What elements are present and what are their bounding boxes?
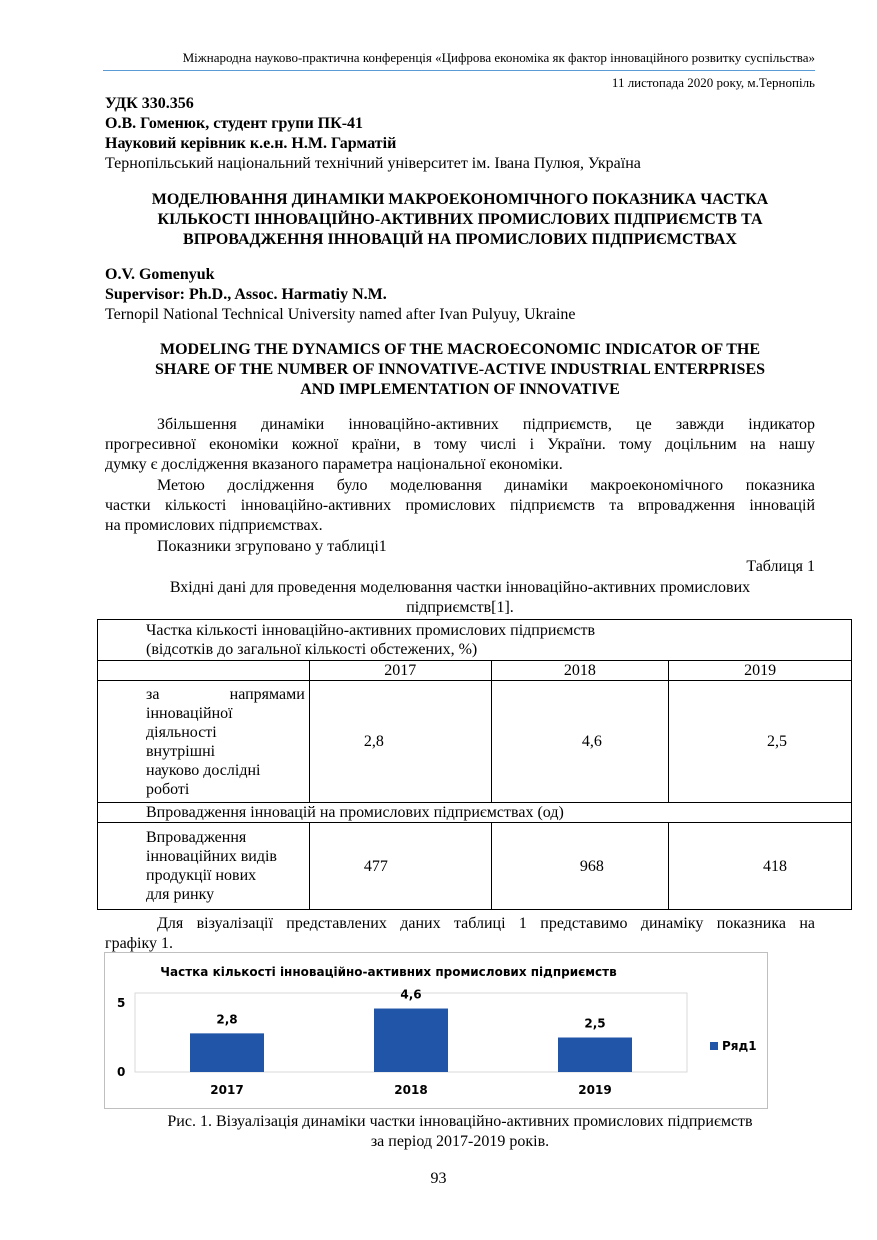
- value-cell: 4,6: [491, 681, 669, 803]
- title-ua-line-2: КІЛЬКОСТІ ІННОВАЦІЙНО-АКТИВНИХ ПРОМИСЛОВИХ ПІДПРИЄМСТВ ТА: [157, 211, 763, 228]
- value-cell: 2,8: [309, 681, 491, 803]
- bar: [558, 1038, 632, 1073]
- affiliation-ua: Тернопільський національний технічний університет ім. Івана Пулюя, Україна: [105, 155, 641, 172]
- table-section-header: [98, 803, 852, 823]
- title-en-line-2: SHARE OF THE NUMBER OF INNOVATIVE-ACTIVE INDUSTRIAL ENTERPRISES: [154, 361, 766, 378]
- table-corner-cell: [98, 661, 310, 681]
- paragraph-1-line-2: прогресивної економіки кожної країни, в тому числі і України. тому доцільним на нашу: [105, 436, 815, 453]
- bar: [374, 1009, 448, 1072]
- y-tick-label: 0: [117, 1065, 126, 1079]
- title-en-line-3: AND IMPLEMENTATION OF INNOVATIVE: [300, 381, 620, 398]
- figure-caption-line-1: Рис. 1. Візуалізація динаміки частки інноваційно-активних промислових підприємств: [167, 1113, 753, 1130]
- paragraph-2-line-3: на промислових підприємствах.: [105, 517, 323, 534]
- data-label: 2,5: [584, 1016, 606, 1031]
- table-label: Таблиця 1: [746, 558, 815, 575]
- paragraph-1-line-1: Збільшення динаміки інноваційно-активних підприємств, це завжди індикатор: [157, 416, 815, 433]
- title-ua-line-1: МОДЕЛЮВАННЯ ДИНАМІКИ МАКРОЕКОНОМІЧНОГО ПОКАЗНИКА ЧАСТКА: [151, 191, 769, 208]
- year-cell: 2017: [309, 661, 491, 681]
- title-en-line-1: MODELING THE DYNAMICS OF THE MACROECONOMIC INDICATOR OF THE: [159, 341, 761, 358]
- table-caption-line-2: підприємств[1].: [406, 599, 514, 616]
- paragraph-1-line-3: думку є дослідження вказаного параметра національної економіки.: [105, 456, 563, 473]
- author-ua: О.В. Гоменюк, студент групи ПК-41: [105, 115, 364, 132]
- section1-line-2: (відсотків до загальної кількості обстежених, %): [146, 641, 478, 658]
- page-number: 93: [430, 1170, 447, 1187]
- paragraph-4-line-2: графіку 1.: [105, 935, 174, 952]
- value-cell: 2,5: [669, 681, 852, 803]
- paragraph-2-line-2: частки кількості інноваційно-активних промислових підприємств та впровадження інновацій: [105, 497, 815, 514]
- table-row: [98, 681, 852, 803]
- legend-label: Ряд1: [722, 1039, 757, 1053]
- table-row: [98, 823, 852, 910]
- y-tick-label: 5: [117, 996, 126, 1010]
- chart-title: Частка кількості інноваційно-активних промислових підприємств: [160, 965, 617, 979]
- title-ua-line-3: ВПРОВАДЖЕННЯ ІННОВАЦІЙ НА ПРОМИСЛОВИХ ПІДПРИЄМСТВАХ: [183, 231, 737, 248]
- value-cell: 477: [309, 823, 491, 910]
- affiliation-en: Ternopil National Technical University named after Ivan Pulyuy, Ukraine: [105, 306, 576, 323]
- running-header-conference: Міжнародна науково-практична конференція «Цифрова економіка як фактор інноваційного розвитку суспільства»: [182, 50, 815, 65]
- x-tick-label: 2018: [394, 1083, 428, 1097]
- year-cell: 2019: [669, 661, 852, 681]
- section2-cell: Впровадження інновацій на промислових підприємствах (од): [98, 803, 852, 823]
- value-cell: 418: [669, 823, 852, 910]
- data-label: 4,6: [400, 987, 422, 1002]
- table-caption-line-1: Вхідні дані для проведення моделювання частки інноваційно-активних промислових: [169, 579, 751, 596]
- supervisor-ua: Науковий керівник к.е.н. Н.М. Гарматій: [105, 135, 397, 152]
- row2-label-cell: Впровадження інноваційних видів продукції нових для ринку: [98, 823, 310, 910]
- year-cell: 2018: [491, 661, 669, 681]
- data-table: [97, 619, 852, 910]
- x-tick-label: 2017: [210, 1083, 244, 1097]
- table-section-header: [98, 620, 852, 661]
- bar-chart: [104, 952, 768, 1109]
- paragraph-3: Показники згруповано у таблиці1: [157, 538, 387, 555]
- section1-line-1: Частка кількості інноваційно-активних промислових підприємств: [146, 622, 596, 639]
- value-cell: 968: [491, 823, 669, 910]
- supervisor-en: Supervisor: Ph.D., Assoc. Harmatiy N.M.: [105, 286, 387, 303]
- running-header-date: 11 листопада 2020 року, м.Тернопіль: [611, 75, 815, 90]
- data-label: 2,8: [216, 1012, 238, 1027]
- x-tick-label: 2019: [578, 1083, 612, 1097]
- figure-caption-line-2: за період 2017-2019 років.: [370, 1133, 550, 1150]
- udc-code: УДК 330.356: [105, 95, 194, 112]
- legend-swatch: [710, 1042, 718, 1050]
- header-divider: [103, 70, 815, 71]
- table-year-row: [98, 661, 852, 681]
- author-en: O.V. Gomenyuk: [105, 266, 215, 283]
- chart-plot: [105, 953, 767, 1108]
- bar: [190, 1033, 264, 1072]
- row1-label-cell: за напрямами інноваційної діяльності внутрішні науково дослідні роботі: [98, 681, 310, 803]
- paragraph-4-line-1: Для візуалізації представлених даних таблиці 1 представимо динаміку показника на: [157, 915, 815, 932]
- paragraph-2-line-1: Метою дослідження було моделювання динаміки макроекономічного показника: [157, 477, 815, 494]
